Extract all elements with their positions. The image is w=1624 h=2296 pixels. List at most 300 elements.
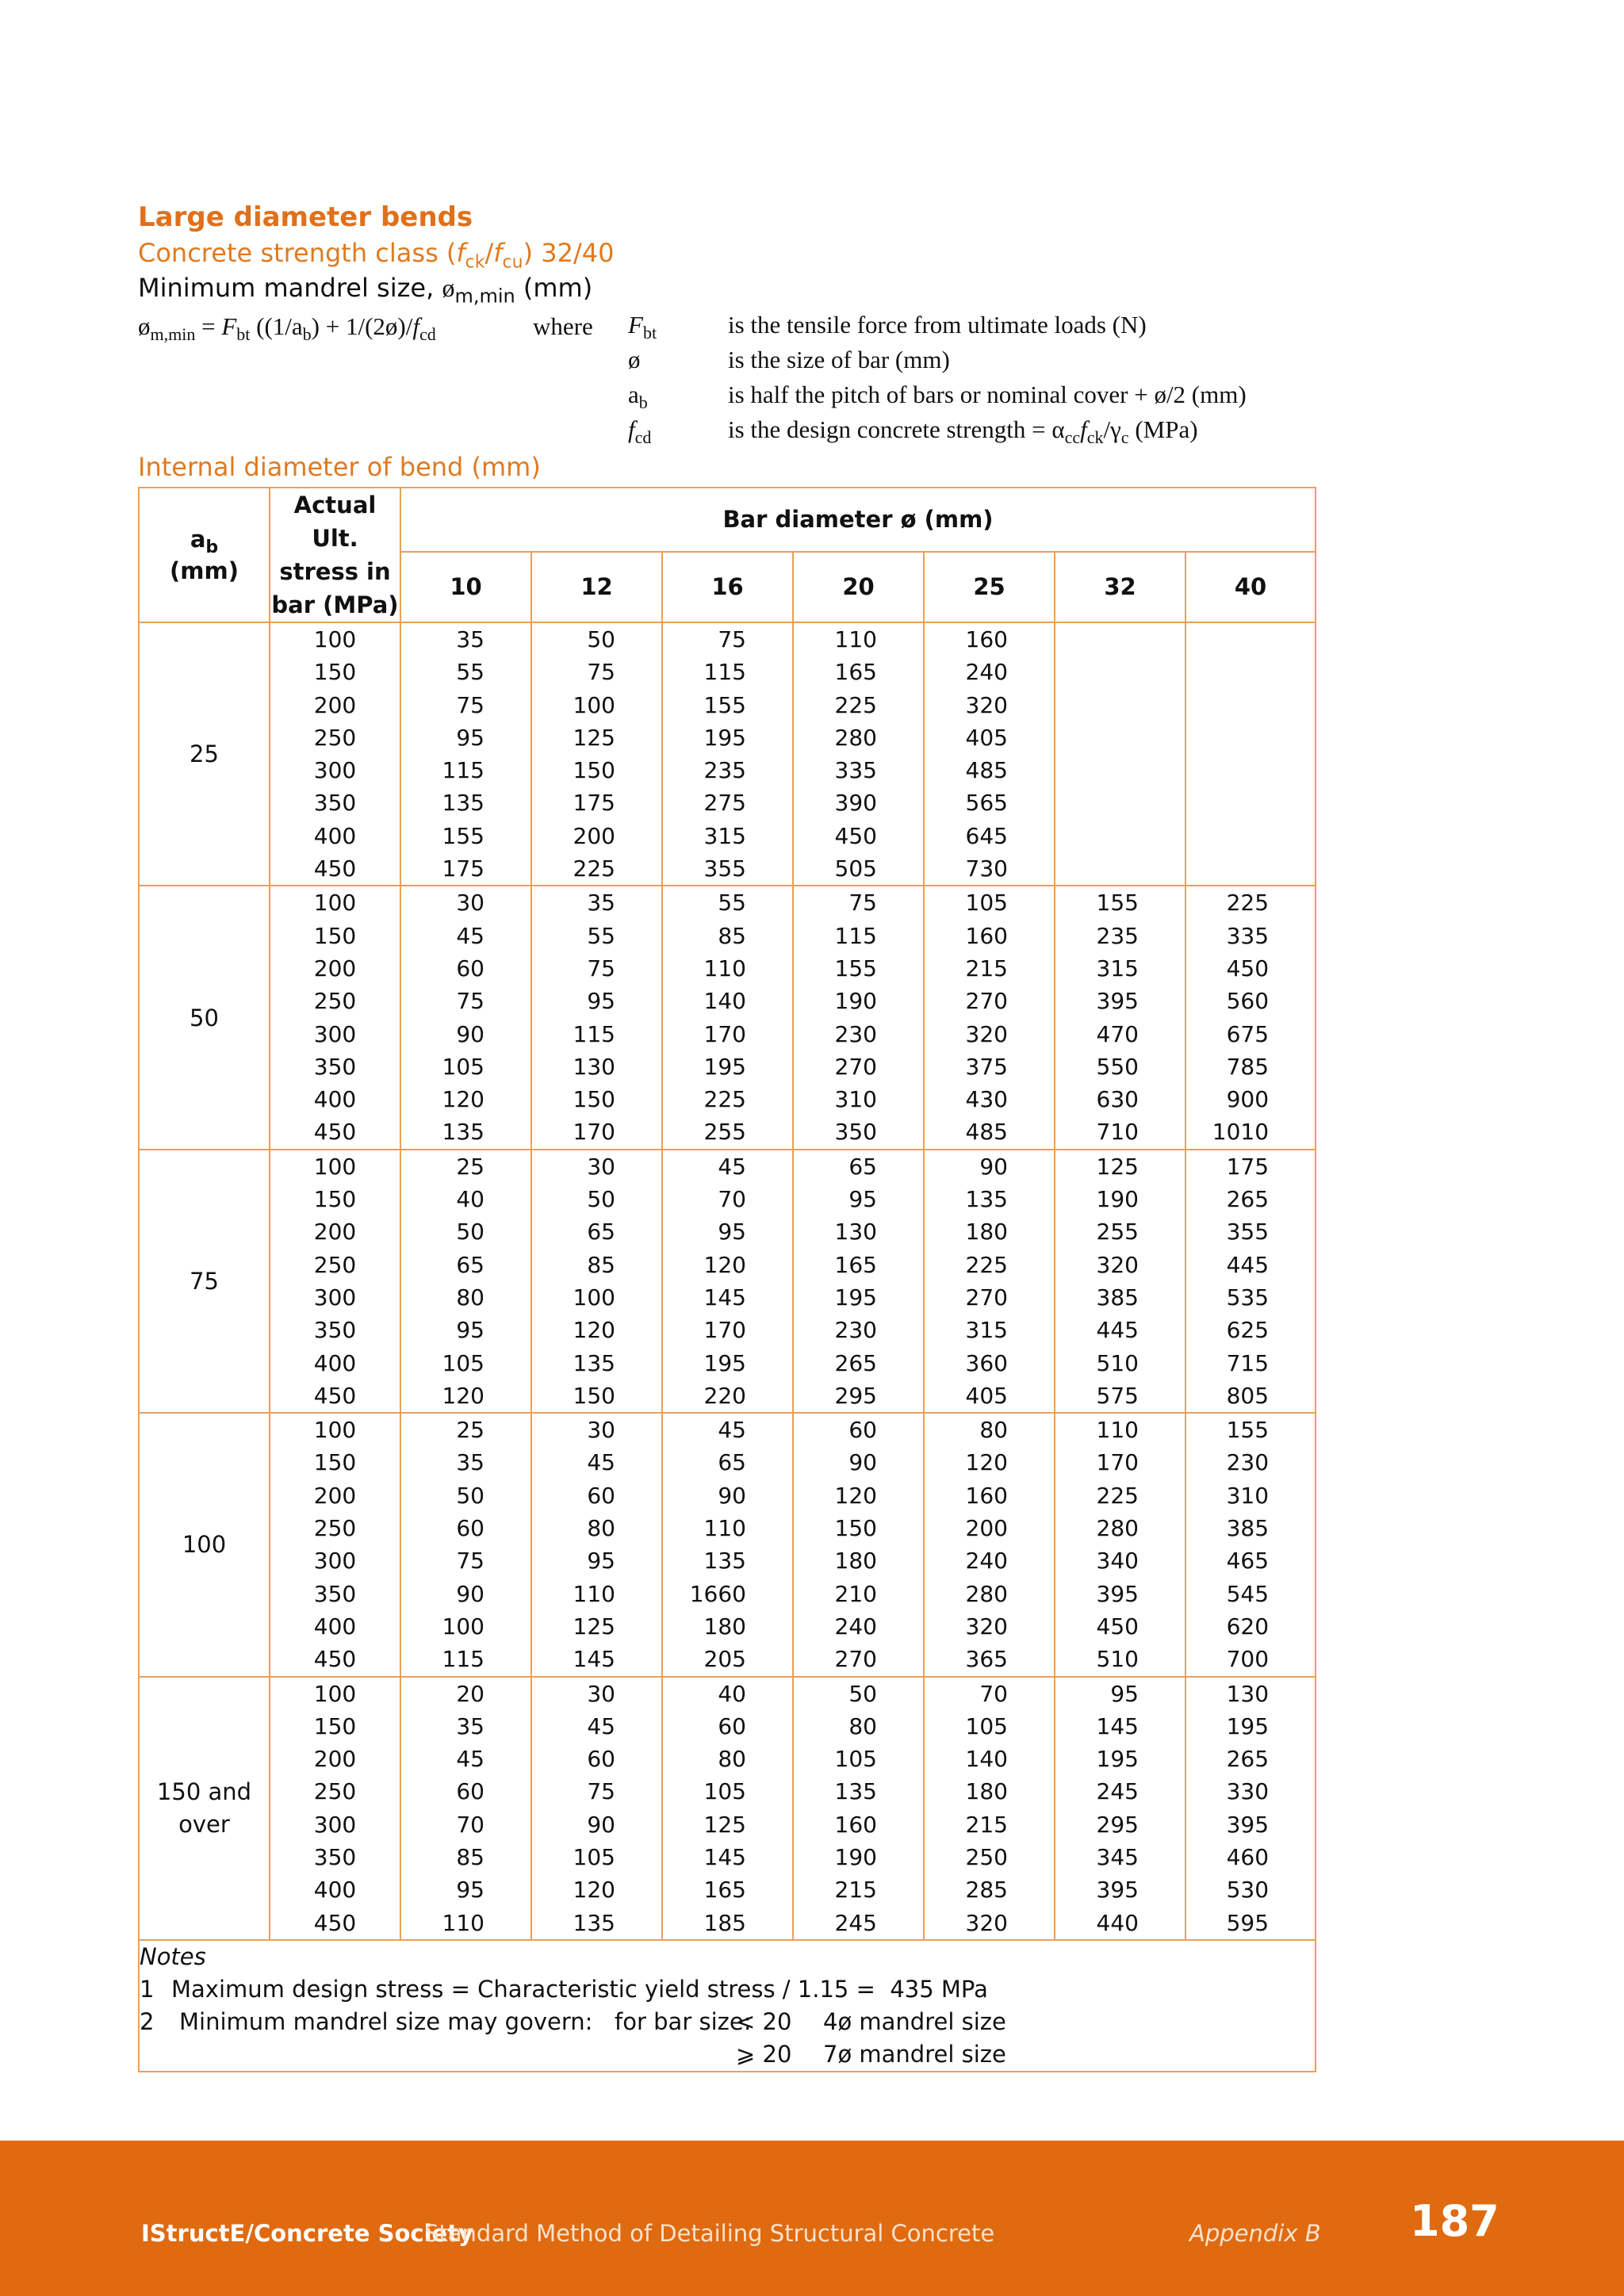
stress-value: 400	[313, 1349, 357, 1376]
table-cell: 265	[1226, 1746, 1270, 1773]
table-cell: 115	[442, 757, 485, 784]
table-cell: 335	[1226, 922, 1270, 949]
diameter-column	[531, 1677, 662, 1940]
formula-where: where	[533, 312, 593, 340]
table-cell: 85	[587, 1251, 615, 1278]
table-cell: 90	[456, 1020, 485, 1047]
stress-value: 200	[313, 1746, 357, 1773]
diameter-column	[400, 1677, 531, 1940]
table-cell: 190	[1096, 1186, 1139, 1213]
table-cell: 445	[1096, 1317, 1139, 1344]
table-cell: 25	[456, 1417, 485, 1444]
diameter-column	[1185, 1150, 1316, 1413]
table-cell: 285	[965, 1877, 1008, 1904]
table-cell: 160	[965, 1482, 1008, 1509]
definition-row	[628, 381, 1247, 415]
table-cell	[1055, 786, 1139, 819]
table-cell: 385	[1096, 1284, 1139, 1311]
table-cell	[1055, 656, 1139, 688]
diameter-column	[924, 622, 1055, 886]
table-cell: 60	[456, 955, 485, 982]
mandrel-sub: m,min	[454, 285, 515, 308]
table-cell: 50	[587, 626, 615, 652]
stress-value: 100	[313, 626, 357, 652]
def-symbol-sub: cd	[634, 427, 652, 448]
diameter-column	[662, 1413, 793, 1676]
table-cell: 310	[834, 1086, 877, 1113]
table-group-row	[139, 886, 1316, 1149]
table-cell: 70	[718, 1186, 746, 1213]
table-cell: 345	[1096, 1844, 1139, 1871]
stress-value: 400	[313, 1613, 357, 1640]
table-cell: 80	[848, 1712, 877, 1739]
table-cell: 150	[573, 1382, 615, 1409]
bend-diameter-table	[138, 487, 1316, 2072]
table-cell: 135	[573, 1349, 615, 1376]
diameter-column	[793, 886, 924, 1149]
table-cell: 90	[718, 1482, 746, 1509]
table-cell: 900	[1226, 1086, 1270, 1113]
stress-value: 200	[313, 1219, 357, 1246]
formula-lhs-sub: m,min	[150, 324, 196, 345]
header-ab-unit: (mm)	[170, 557, 239, 584]
table-cell: 180	[965, 1219, 1008, 1246]
table-cell: 255	[703, 1119, 746, 1146]
header-stress: Actual Ult. stress in bar (MPa)	[270, 488, 400, 622]
table-cell: 90	[456, 1580, 485, 1607]
table-cell: 405	[965, 724, 1008, 751]
cc-pre: Concrete strength class (	[138, 238, 457, 268]
table-cell: 80	[718, 1746, 746, 1773]
notes	[139, 1940, 1316, 2072]
table-cell: 320	[965, 1020, 1008, 1047]
stress-value: 450	[313, 1646, 357, 1673]
table-cell: 75	[587, 659, 615, 686]
diameter-column	[662, 622, 793, 886]
diameter-column	[531, 886, 662, 1149]
table-cell: 165	[703, 1877, 746, 1904]
table-cell: 645	[965, 822, 1008, 849]
header-diameter: 25	[924, 552, 1055, 622]
page-number: 187	[1410, 2196, 1500, 2246]
formula	[138, 312, 436, 345]
table-cell: 120	[703, 1251, 746, 1278]
mandrel-symbol: ø	[442, 274, 455, 302]
table-cell: 105	[573, 1844, 615, 1871]
diameter-column	[924, 1150, 1055, 1413]
stress-value: 300	[313, 1548, 357, 1575]
table-cell: 170	[573, 1119, 615, 1146]
diameter-column	[531, 622, 662, 886]
table-cell: 160	[834, 1811, 877, 1838]
table-cell: 395	[1226, 1811, 1270, 1838]
note-2-val-a: 4ø mandrel size	[823, 2007, 1006, 2035]
cc-f1: f	[456, 238, 465, 268]
ab-value: 25	[139, 622, 270, 886]
table-cell: 60	[456, 1515, 485, 1542]
note-2b	[140, 2038, 1315, 2071]
table-cell: 80	[979, 1417, 1008, 1444]
table-cell: 195	[834, 1284, 877, 1311]
table-cell: 375	[965, 1053, 1008, 1080]
table-cell: 75	[718, 626, 746, 652]
stress-value: 200	[313, 955, 357, 982]
def-text-ck: ck	[1086, 427, 1104, 448]
table-cell: 50	[456, 1219, 485, 1246]
table-cell: 170	[1096, 1449, 1139, 1476]
formula-mid2: ) + 1/(2ø)/	[311, 312, 413, 340]
table-cell: 95	[456, 1877, 485, 1904]
table-cell: 385	[1226, 1515, 1270, 1542]
table-cell: 120	[965, 1449, 1008, 1476]
table-cell: 50	[848, 1680, 877, 1707]
diameter-column	[924, 1413, 1055, 1676]
table-cell: 150	[834, 1515, 877, 1542]
table-cell: 245	[1096, 1778, 1139, 1805]
header-diameter: 32	[1055, 552, 1185, 622]
table-cell: 85	[718, 922, 746, 949]
stress-value: 150	[313, 659, 357, 686]
table-cell: 180	[703, 1613, 746, 1640]
def-symbol-sub: bt	[642, 323, 657, 343]
table-cell: 195	[703, 1053, 746, 1080]
table-cell: 105	[834, 1746, 877, 1773]
table-cell: 35	[456, 1712, 485, 1739]
table-cell: 80	[456, 1284, 485, 1311]
table-cell: 700	[1226, 1646, 1270, 1673]
table-cell: 350	[834, 1119, 877, 1146]
mandrel-pre: Minimum mandrel size,	[138, 273, 442, 303]
table-cell: 35	[456, 1449, 485, 1476]
table-cell: 60	[587, 1482, 615, 1509]
table-cell: 180	[834, 1548, 877, 1575]
ab-value: 75	[139, 1150, 270, 1413]
table-cell: 45	[587, 1712, 615, 1739]
table-cell: 95	[587, 1548, 615, 1575]
table-cell: 35	[456, 626, 485, 652]
def-text-a: is the design concrete strength = α	[728, 415, 1065, 443]
table-cell: 255	[1096, 1219, 1139, 1246]
table-cell: 115	[703, 659, 746, 686]
table-cell: 225	[573, 855, 615, 882]
diameter-column	[400, 622, 531, 886]
table-cell: 75	[456, 1548, 485, 1575]
table-cell: 340	[1096, 1548, 1139, 1575]
table-cell: 95	[587, 988, 615, 1015]
table-cell: 105	[965, 890, 1008, 916]
table-cell: 450	[834, 822, 877, 849]
stress-value: 450	[313, 855, 357, 882]
stress-value: 100	[313, 1417, 357, 1444]
table-cell: 95	[718, 1219, 746, 1246]
diameter-column	[1055, 886, 1185, 1149]
table-cell: 470	[1096, 1020, 1139, 1047]
table-cell: 95	[456, 724, 485, 751]
diameter-column	[531, 1150, 662, 1413]
note-1-num: 1	[140, 1975, 155, 2003]
table-cell: 60	[456, 1778, 485, 1805]
table-cell: 135	[965, 1186, 1008, 1213]
stress-value: 250	[313, 988, 357, 1015]
diameter-column	[662, 1677, 793, 1940]
table-cell	[1055, 852, 1139, 885]
stress-column	[270, 1677, 400, 1940]
cc-slash: /	[485, 238, 494, 268]
table-cell: 200	[965, 1515, 1008, 1542]
table-cell: 200	[573, 822, 615, 849]
table-cell: 225	[1096, 1482, 1139, 1509]
table-cell: 320	[965, 1613, 1008, 1640]
mandrel-post: (mm)	[515, 273, 593, 303]
header-ab-sub: b	[205, 537, 219, 557]
table-cell: 225	[834, 691, 877, 718]
stress-value: 450	[313, 1382, 357, 1409]
table-cell: 310	[1226, 1482, 1270, 1509]
def-symbol: ø	[628, 346, 641, 373]
note-2-cond-b: ⩾ 20	[736, 2040, 792, 2068]
table-cell: 170	[703, 1317, 746, 1344]
table-cell: 160	[965, 922, 1008, 949]
ab-value: 50	[139, 886, 270, 1149]
table-cell: 110	[703, 955, 746, 982]
note-2-text: Minimum mandrel size may govern: for bar size:	[179, 2007, 752, 2035]
table-cell: 70	[979, 1680, 1008, 1707]
table-cell: 110	[703, 1515, 746, 1542]
footer-bar	[0, 2141, 1624, 2296]
table-cell: 125	[703, 1811, 746, 1838]
table-cell	[1055, 754, 1139, 786]
table-cell: 395	[1096, 1580, 1139, 1607]
cc-s1: ck	[465, 252, 485, 273]
table-cell: 715	[1226, 1349, 1270, 1376]
table-cell: 55	[456, 659, 485, 686]
definitions-list	[628, 311, 1247, 450]
table-cell: 60	[848, 1417, 877, 1444]
table-cell: 75	[848, 890, 877, 916]
table-cell: 90	[587, 1811, 615, 1838]
table-cell: 130	[573, 1053, 615, 1080]
table-cell: 105	[965, 1712, 1008, 1739]
table-cell: 205	[703, 1646, 746, 1673]
table-cell: 510	[1096, 1349, 1139, 1376]
header-diameter: 20	[793, 552, 924, 622]
table-cell: 280	[965, 1580, 1008, 1607]
table-cell: 270	[965, 988, 1008, 1015]
table-cell: 565	[965, 790, 1008, 817]
table-cell: 395	[1096, 988, 1139, 1015]
table-cell: 130	[1226, 1680, 1270, 1707]
stress-value: 300	[313, 1284, 357, 1311]
diameter-column	[1055, 1413, 1185, 1676]
table-cell: 165	[834, 1251, 877, 1278]
ab-value: 100	[139, 1413, 270, 1676]
table-cell: 120	[573, 1317, 615, 1344]
table-cell: 95	[848, 1186, 877, 1213]
stress-column	[270, 1413, 400, 1676]
table-cell: 395	[1096, 1877, 1139, 1904]
table-cell: 130	[834, 1219, 877, 1246]
formula-lhs: ø	[138, 312, 151, 340]
table-cell: 120	[834, 1482, 877, 1509]
formula-F: F	[221, 312, 237, 340]
table-cell: 40	[456, 1186, 485, 1213]
table-cell: 465	[1226, 1548, 1270, 1575]
table-cell	[1186, 754, 1269, 786]
table-cell: 390	[834, 790, 877, 817]
table-cell: 105	[442, 1349, 485, 1376]
def-symbol-sub: b	[638, 392, 648, 413]
table-cell: 90	[979, 1153, 1008, 1180]
table-cell: 120	[442, 1086, 485, 1113]
table-cell: 175	[442, 855, 485, 882]
table-cell: 785	[1226, 1053, 1270, 1080]
table-cell: 270	[965, 1284, 1008, 1311]
table-cell: 25	[456, 1153, 485, 1180]
table-cell	[1186, 689, 1269, 721]
table-cell: 170	[703, 1020, 746, 1047]
table-cell: 675	[1226, 1020, 1270, 1047]
table-cell: 445	[1226, 1251, 1270, 1278]
table-cell	[1186, 656, 1269, 688]
stress-column	[270, 622, 400, 886]
table-cell: 120	[573, 1877, 615, 1904]
footer-org: IStructE/Concrete Society	[141, 2220, 473, 2247]
table-cell: 30	[587, 1680, 615, 1707]
table-cell: 220	[703, 1382, 746, 1409]
table-cell: 545	[1226, 1580, 1270, 1607]
table-cell: 295	[834, 1382, 877, 1409]
formula-eq: =	[195, 312, 222, 340]
table-cell: 135	[703, 1548, 746, 1575]
diameter-column	[1055, 1150, 1185, 1413]
table-cell: 485	[965, 1119, 1008, 1146]
table-cell: 560	[1226, 988, 1270, 1015]
table-cell: 185	[703, 1909, 746, 1936]
table-cell: 145	[703, 1844, 746, 1871]
table-cell	[1186, 786, 1269, 819]
table-cell: 45	[587, 1449, 615, 1476]
table-cell: 110	[834, 626, 877, 652]
table-cell: 55	[718, 890, 746, 916]
table-cell: 135	[442, 790, 485, 817]
table-cell: 55	[587, 922, 615, 949]
header-bar-diameter: Bar diameter ø (mm)	[400, 488, 1316, 552]
table-cell: 155	[1226, 1417, 1270, 1444]
cc-s2: cu	[502, 252, 523, 273]
def-text-c: c	[1120, 427, 1129, 448]
formula-f-sub: cd	[419, 324, 436, 345]
table-cell: 450	[1096, 1613, 1139, 1640]
table-cell: 60	[718, 1712, 746, 1739]
table-cell: 45	[718, 1153, 746, 1180]
stress-value: 150	[313, 1449, 357, 1476]
stress-value: 300	[313, 1811, 357, 1838]
table-cell	[1055, 689, 1139, 721]
table-cell: 110	[573, 1580, 615, 1607]
table-cell: 450	[1226, 955, 1270, 982]
table-cell: 145	[1096, 1712, 1139, 1739]
table-cell: 575	[1096, 1382, 1139, 1409]
stress-value: 400	[313, 1877, 357, 1904]
table-group-row	[139, 1413, 1316, 1676]
stress-value: 150	[313, 1186, 357, 1213]
table-cell: 125	[573, 1613, 615, 1640]
ab-value: 150 and over	[139, 1677, 270, 1940]
table-cell: 270	[834, 1053, 877, 1080]
table-cell	[1055, 820, 1139, 852]
table-cell: 145	[703, 1284, 746, 1311]
stress-value: 200	[313, 691, 357, 718]
footer-appendix: Appendix B	[1189, 2220, 1321, 2247]
def-symbol: a	[628, 381, 639, 408]
diameter-column	[662, 1150, 793, 1413]
stress-value: 400	[313, 822, 357, 849]
stress-column	[270, 1150, 400, 1413]
table-cell: 45	[456, 922, 485, 949]
header-ab-symbol: a	[190, 526, 206, 553]
stress-value: 400	[313, 1086, 357, 1113]
diameter-column	[1055, 622, 1185, 886]
def-symbol: f	[628, 415, 635, 443]
diameter-column	[400, 1150, 531, 1413]
table-cell	[1186, 721, 1269, 754]
table-cell: 100	[573, 1284, 615, 1311]
table-cell: 530	[1226, 1877, 1270, 1904]
def-text	[728, 415, 1198, 450]
table-cell: 320	[965, 1909, 1008, 1936]
table-cell: 805	[1226, 1382, 1270, 1409]
table-cell: 240	[965, 659, 1008, 686]
table-cell: 210	[834, 1580, 877, 1607]
note-2-val-b: 7ø mandrel size	[823, 2040, 1006, 2068]
table-cell: 110	[1096, 1417, 1139, 1444]
formula-mid1: ((1/a	[250, 312, 303, 340]
table-cell: 460	[1226, 1844, 1270, 1871]
table-cell: 150	[573, 757, 615, 784]
table-group-row	[139, 1150, 1316, 1413]
header-ab	[139, 488, 270, 622]
definition-row	[628, 346, 1247, 381]
table-cell: 315	[1096, 955, 1139, 982]
table-cell: 295	[1096, 1811, 1139, 1838]
table-title: Internal diameter of bend (mm)	[138, 452, 541, 482]
concrete-class-heading	[138, 238, 614, 272]
table-cell: 215	[834, 1877, 877, 1904]
table-cell: 190	[834, 1844, 877, 1871]
table-cell: 155	[834, 955, 877, 982]
header-diameter: 40	[1185, 552, 1316, 622]
table-cell: 190	[834, 988, 877, 1015]
table-cell: 120	[442, 1382, 485, 1409]
stress-value: 350	[313, 1844, 357, 1871]
table-cell: 195	[1226, 1712, 1270, 1739]
table-cell: 155	[703, 691, 746, 718]
diameter-column	[1185, 886, 1316, 1149]
table-cell: 140	[703, 988, 746, 1015]
table-cell: 225	[965, 1251, 1008, 1278]
table-cell: 230	[1226, 1449, 1270, 1476]
table-cell: 505	[834, 855, 877, 882]
table-cell: 230	[834, 1020, 877, 1047]
table-cell: 65	[587, 1219, 615, 1246]
stress-value: 250	[313, 1515, 357, 1542]
table-cell: 45	[718, 1417, 746, 1444]
table-cell: 280	[834, 724, 877, 751]
table-cell: 265	[1226, 1186, 1270, 1213]
table-cell: 155	[1096, 890, 1139, 916]
table-cell: 510	[1096, 1646, 1139, 1673]
table-cell	[1055, 721, 1139, 754]
